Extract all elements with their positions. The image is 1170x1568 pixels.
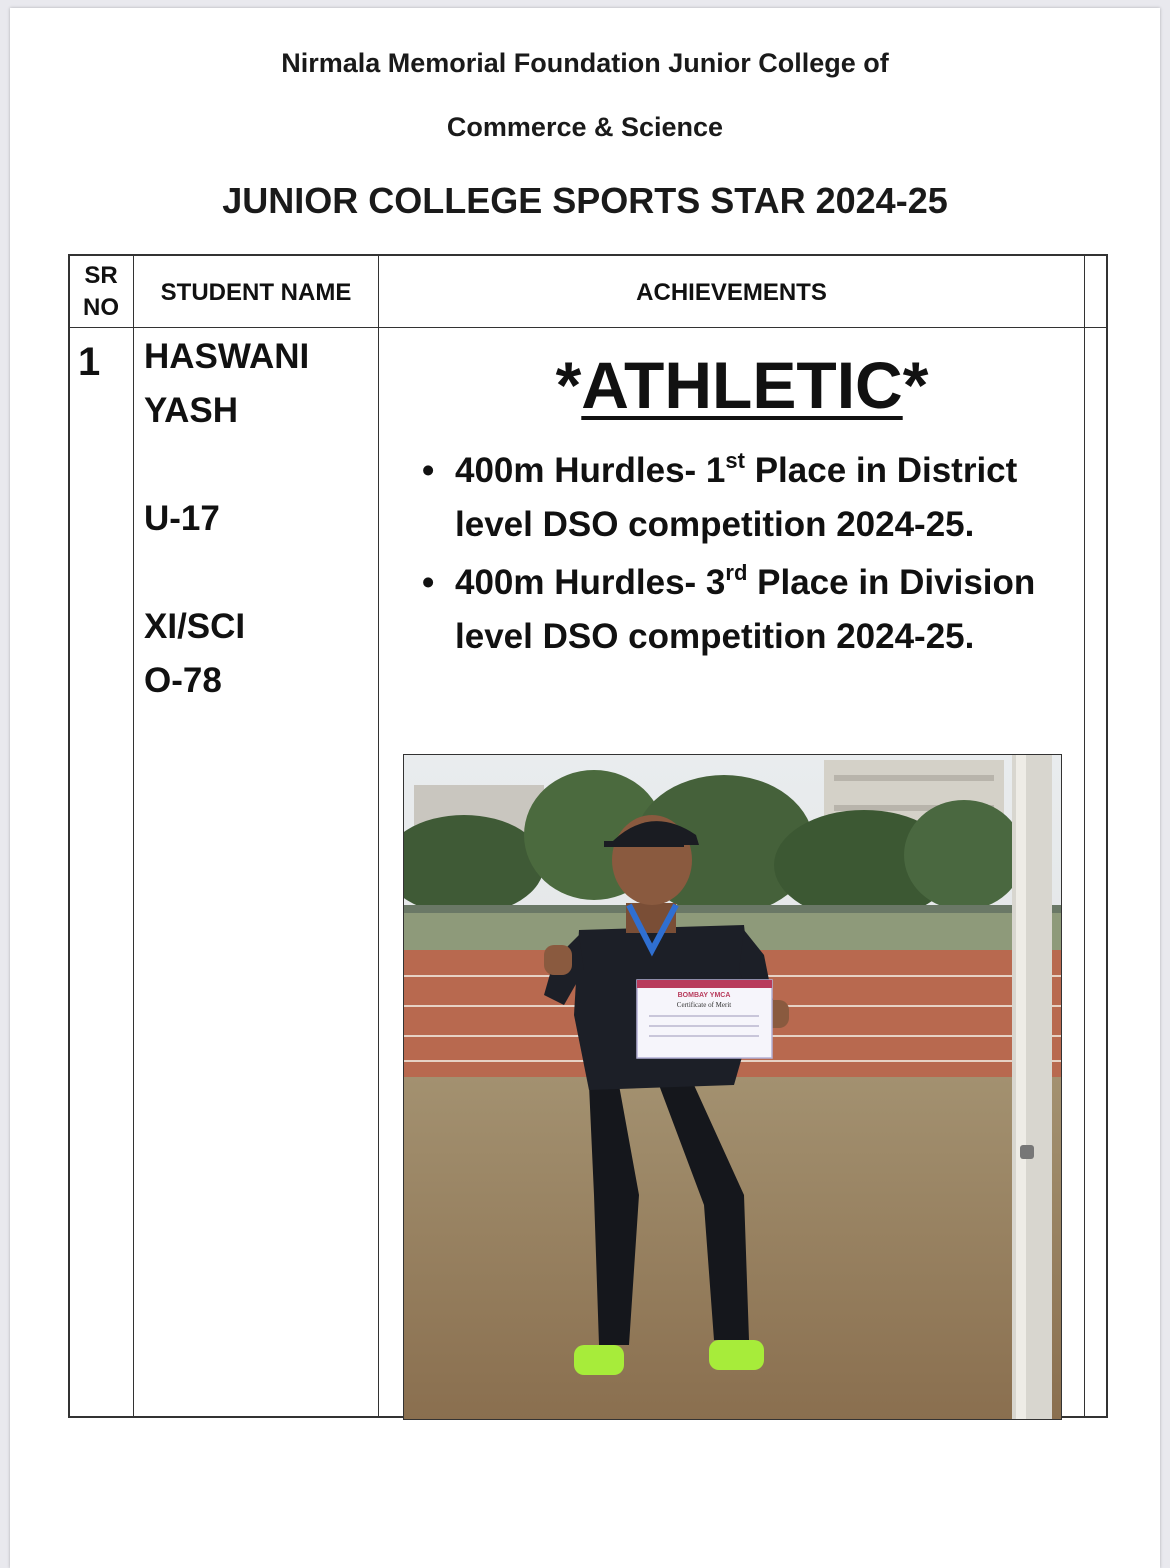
- student-class: XI/SCI: [144, 607, 246, 646]
- achievement-ordinal: st: [725, 448, 745, 473]
- header-achievements: ACHIEVEMENTS: [636, 279, 827, 306]
- achievement-rest: Place in District level DSO competition 2024-25.: [455, 451, 1018, 544]
- achievement-item: [420, 444, 1080, 552]
- student-age-category: U-17: [144, 499, 220, 538]
- sport-heading-suffix: *: [902, 348, 929, 422]
- table-header-divider: [68, 327, 1107, 328]
- header-sr-line1: SR: [84, 262, 118, 289]
- sport-heading: [378, 340, 1106, 430]
- student-name-line1: HASWANI: [144, 337, 310, 376]
- certificate-subtitle: Certificate of Merit: [676, 1001, 732, 1009]
- header-sr-line2: NO: [83, 294, 119, 321]
- table-column-divider-1: [133, 254, 134, 1418]
- college-name-line1: Nirmala Memorial Foundation Junior College of: [281, 48, 889, 78]
- achievement-item: [420, 556, 1080, 664]
- sport-heading-prefix: *: [555, 348, 582, 422]
- header-sr-no: [69, 260, 133, 324]
- achievement-rest: Place in Division level DSO competition 2024-25.: [455, 563, 1036, 656]
- student-name-line2: YASH: [144, 391, 239, 430]
- table-border-top: [68, 254, 1107, 256]
- achievement-lead: 400m Hurdles- 1: [455, 451, 726, 490]
- header-student-name: STUDENT NAME: [160, 279, 352, 306]
- achievement-ordinal: rd: [725, 560, 748, 585]
- table-border-left: [68, 254, 70, 1418]
- bullet-icon: •: [422, 563, 435, 602]
- table-border-right: [1106, 254, 1108, 1418]
- achievement-lead: 400m Hurdles- 3: [455, 563, 726, 602]
- student-roll-number: O-78: [144, 661, 222, 700]
- achievement-list: [420, 444, 1080, 668]
- athlete-photo: [403, 754, 1062, 1420]
- certificate-in-photo: [637, 980, 772, 1058]
- college-name-line2: Commerce & Science: [446, 112, 724, 142]
- award-title: JUNIOR COLLEGE SPORTS STAR 2024-25: [222, 180, 948, 221]
- athlete-photo-illustration: [404, 755, 1061, 1419]
- bullet-icon: •: [422, 451, 435, 490]
- certificate-title: BOMBAY YMCA: [677, 992, 731, 999]
- row-sr-number: 1: [78, 340, 101, 384]
- sport-heading-name: ATHLETIC: [581, 348, 903, 422]
